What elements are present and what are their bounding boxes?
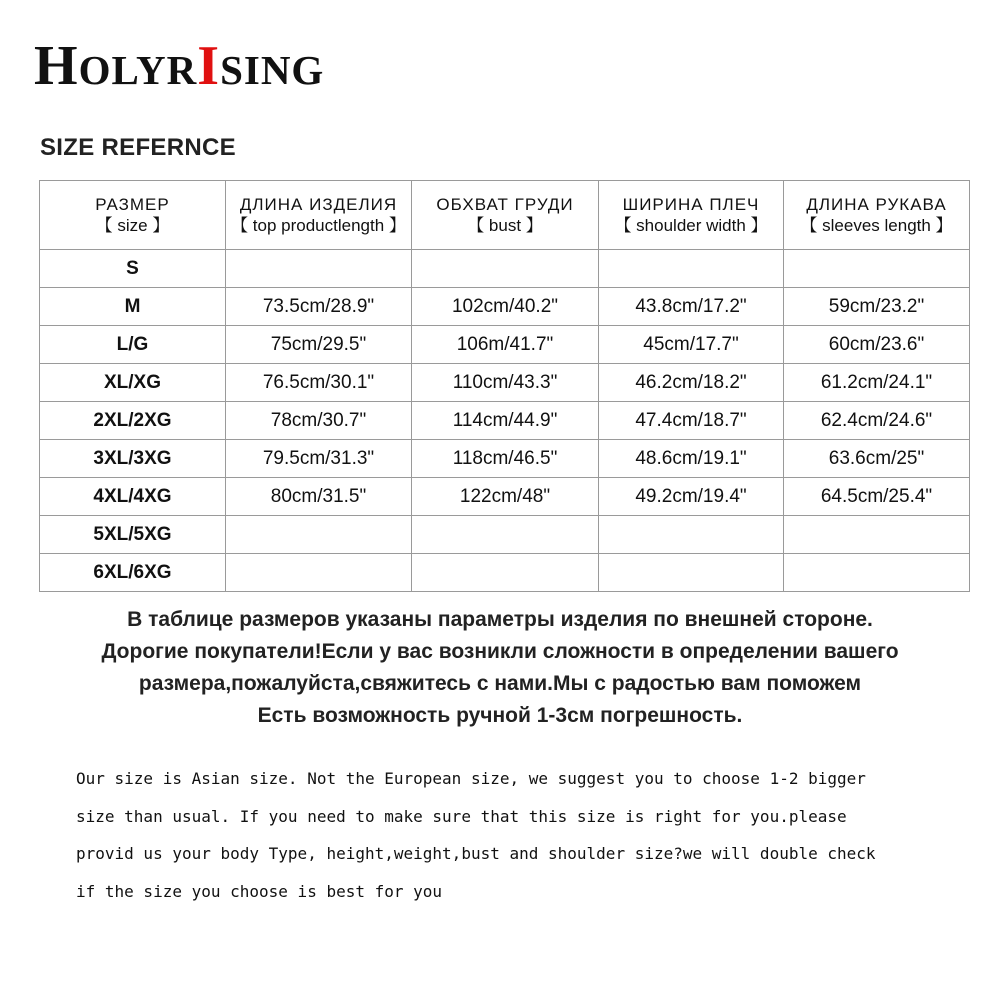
shoulder-cell: 47.4cm/18.7"	[599, 402, 784, 440]
size-label-cell: 6XL/6XG	[40, 554, 226, 592]
brand-logo-part: I	[197, 35, 221, 97]
size-label-cell: M	[40, 288, 226, 326]
sleeve-cell	[784, 250, 970, 288]
table-row	[40, 478, 970, 516]
bust-cell: 106m/41.7"	[412, 326, 599, 364]
header-shoulder	[599, 181, 784, 250]
table-row	[40, 326, 970, 364]
size-label-cell: S	[40, 250, 226, 288]
length-cell	[226, 554, 412, 592]
header-main-label: ДЛИНА РУКАВА	[806, 194, 947, 214]
bust-cell: 122cm/48"	[412, 478, 599, 516]
table-row	[40, 440, 970, 478]
shoulder-cell	[599, 250, 784, 288]
size-reference-heading: SIZE REFERNCE	[40, 134, 236, 161]
header-sub-label: 【 top productlength 】	[231, 216, 406, 235]
header-length	[226, 181, 412, 250]
brand-logo-part: H	[34, 35, 79, 97]
length-cell: 78cm/30.7"	[226, 402, 412, 440]
size-label-cell: XL/XG	[40, 364, 226, 402]
bust-cell: 114cm/44.9"	[412, 402, 599, 440]
table-row	[40, 250, 970, 288]
header-size	[40, 181, 226, 250]
sleeve-cell: 64.5cm/25.4"	[784, 478, 970, 516]
bust-cell: 102cm/40.2"	[412, 288, 599, 326]
header-sub-label: 【 size 】	[95, 216, 170, 235]
header-bust	[412, 181, 599, 250]
shoulder-cell	[599, 554, 784, 592]
bust-cell	[412, 516, 599, 554]
size-label-cell: 4XL/4XG	[40, 478, 226, 516]
english-note-line: if the size you choose is best for you	[76, 881, 443, 901]
length-cell: 80cm/31.5"	[226, 478, 412, 516]
length-cell: 73.5cm/28.9"	[226, 288, 412, 326]
russian-note-line: Дорогие покупатели!Если у вас возникли сложности в определении вашего	[101, 640, 899, 663]
shoulder-cell: 46.2cm/18.2"	[599, 364, 784, 402]
header-main-label: ОБХВАТ ГРУДИ	[436, 194, 574, 214]
sleeve-cell: 59cm/23.2"	[784, 288, 970, 326]
shoulder-cell	[599, 516, 784, 554]
size-label-cell: L/G	[40, 326, 226, 364]
russian-notes	[0, 604, 1000, 732]
bust-cell	[412, 554, 599, 592]
table-row	[40, 516, 970, 554]
english-note-line: size than usual. If you need to make sure that this size is right for you.please	[76, 806, 847, 826]
brand-logo-part: OLYR	[78, 47, 198, 93]
table-row	[40, 288, 970, 326]
table-row	[40, 554, 970, 592]
header-sub-label: 【 bust 】	[467, 216, 543, 235]
length-cell: 75cm/29.5"	[226, 326, 412, 364]
shoulder-cell: 48.6cm/19.1"	[599, 440, 784, 478]
size-table	[39, 180, 970, 592]
header-main-label: ШИРИНА ПЛЕЧ	[622, 194, 760, 214]
header-sub-label: 【 shoulder width 】	[614, 216, 768, 235]
sleeve-cell	[784, 516, 970, 554]
size-label-cell: 2XL/2XG	[40, 402, 226, 440]
header-sleeve	[784, 181, 970, 250]
length-cell: 79.5cm/31.3"	[226, 440, 412, 478]
shoulder-cell: 43.8cm/17.2"	[599, 288, 784, 326]
russian-note-line: В таблице размеров указаны параметры изделия по внешней стороне.	[127, 608, 873, 631]
english-notes	[76, 760, 986, 910]
length-cell	[226, 250, 412, 288]
bust-cell	[412, 250, 599, 288]
sleeve-cell: 63.6cm/25"	[784, 440, 970, 478]
length-cell	[226, 516, 412, 554]
table-row	[40, 402, 970, 440]
russian-note-line: размера,пожалуйста,свяжитесь с нами.Мы с радостью вам поможем	[138, 672, 862, 695]
sleeve-cell: 60cm/23.6"	[784, 326, 970, 364]
shoulder-cell: 49.2cm/19.4"	[599, 478, 784, 516]
size-label-cell: 3XL/3XG	[40, 440, 226, 478]
english-note-line: Our size is Asian size. Not the European size, we suggest you to choose 1-2 bigger	[76, 769, 866, 788]
size-table-header-row	[40, 181, 970, 250]
size-label-cell: 5XL/5XG	[40, 516, 226, 554]
sleeve-cell: 62.4cm/24.6"	[784, 402, 970, 440]
header-main-label: РАЗМЕР	[95, 194, 170, 214]
header-sub-label: 【 sleeves length 】	[800, 216, 953, 235]
sleeve-cell: 61.2cm/24.1"	[784, 364, 970, 402]
brand-logo-part: SING	[220, 47, 325, 93]
length-cell: 76.5cm/30.1"	[226, 364, 412, 402]
sleeve-cell	[784, 554, 970, 592]
bust-cell: 118cm/46.5"	[412, 440, 599, 478]
header-main-label: ДЛИНА ИЗДЕЛИЯ	[239, 194, 398, 214]
table-row	[40, 364, 970, 402]
bust-cell: 110cm/43.3"	[412, 364, 599, 402]
shoulder-cell: 45cm/17.7"	[599, 326, 784, 364]
english-note-line: provid us your body Type, height,weight,bust and shoulder size?we will double check	[76, 844, 876, 863]
russian-note-line: Есть возможность ручной 1-3см погрешность.	[257, 704, 743, 727]
brand-logo	[34, 35, 325, 97]
